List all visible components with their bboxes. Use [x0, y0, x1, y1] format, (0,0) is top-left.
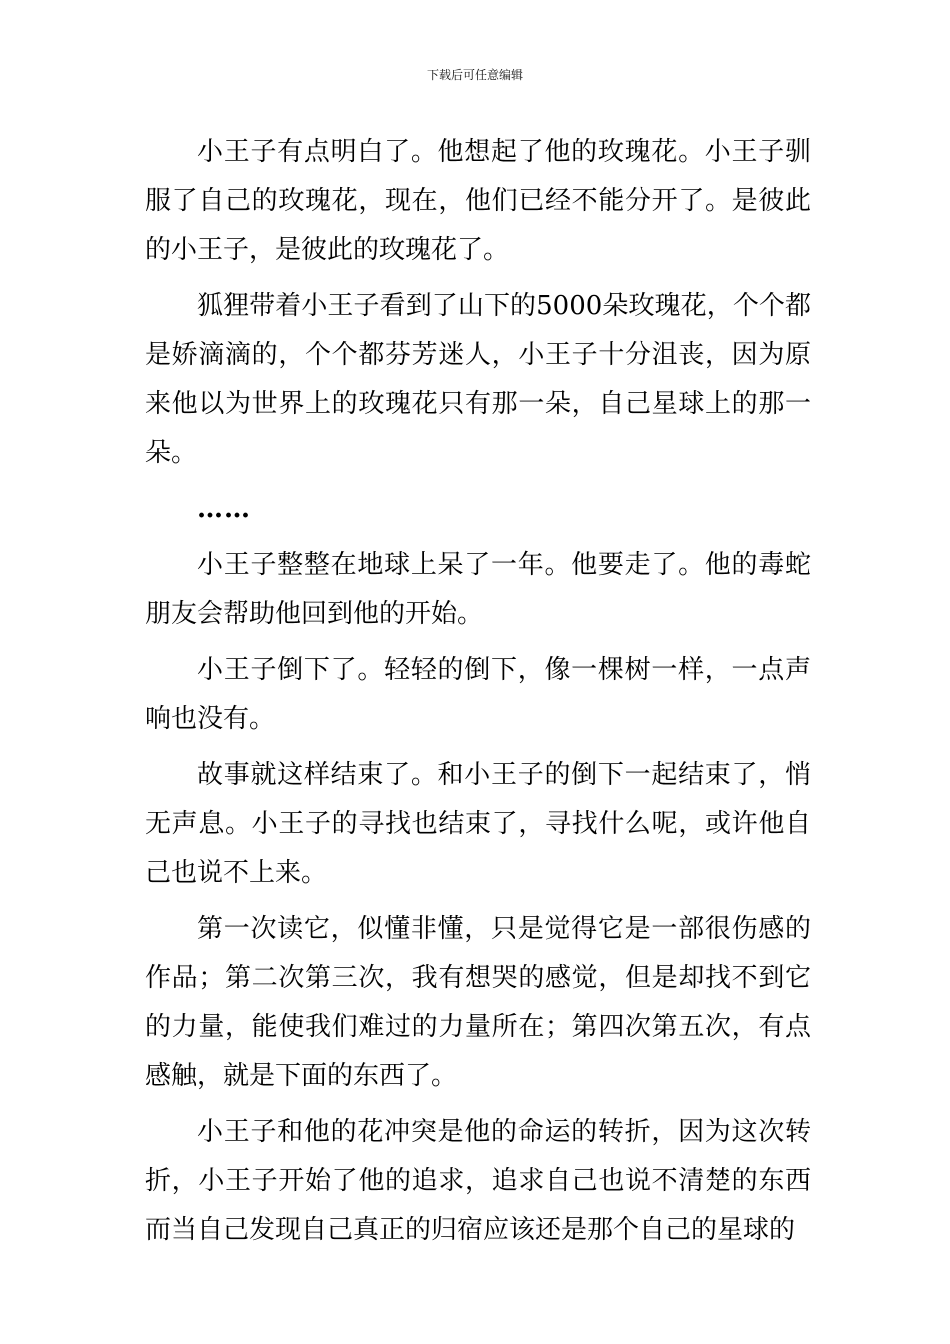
paragraph-2: 狐狸带着小王子看到了山下的5000朵玫瑰花，个个都是娇滴滴的，个个都芬芳迷人，小王子十分沮丧，因为原来他以为世界上的玫瑰花只有那一朵，自己星球上的那一朵。: [145, 291, 811, 468]
paragraph-7: 小王子和他的花冲突是他的命运的转折，因为这次转折，小王子开始了他的追求，追求自己也说不清楚的东西而当自己发现自己真正的归宿应该还是那个自己的星球的: [145, 1117, 811, 1245]
paragraph-4: 小王子倒下了。轻轻的倒下，像一棵树一样，一点声响也没有。: [145, 655, 811, 734]
page-header: 下载后可任意编辑: [426, 68, 523, 82]
paragraph-3: 小王子整整在地球上呆了一年。他要走了。他的毒蛇朋友会帮助他回到他的开始。: [145, 550, 811, 629]
paragraph-1: 小王子有点明白了。他想起了他的玫瑰花。小王子驯服了自己的玫瑰花，现在，他们已经不能分开了。是彼此的小王子，是彼此的玫瑰花了。: [145, 137, 811, 265]
paragraph-6: 第一次读它，似懂非懂，只是觉得它是一部很伤感的作品；第二次第三次，我有想哭的感觉，但是却找不到它的力量，能使我们难过的力量所在；第四次第五次，有点感触，就是下面的东西了。: [145, 914, 811, 1091]
paragraph-5: 故事就这样结束了。和小王子的倒下一起结束了，悄无声息。小王子的寻找也结束了，寻找什么呢，或许他自己也说不上来。: [145, 760, 811, 888]
document-body: [145, 128, 811, 1262]
ellipsis-paragraph: ……: [197, 494, 251, 524]
